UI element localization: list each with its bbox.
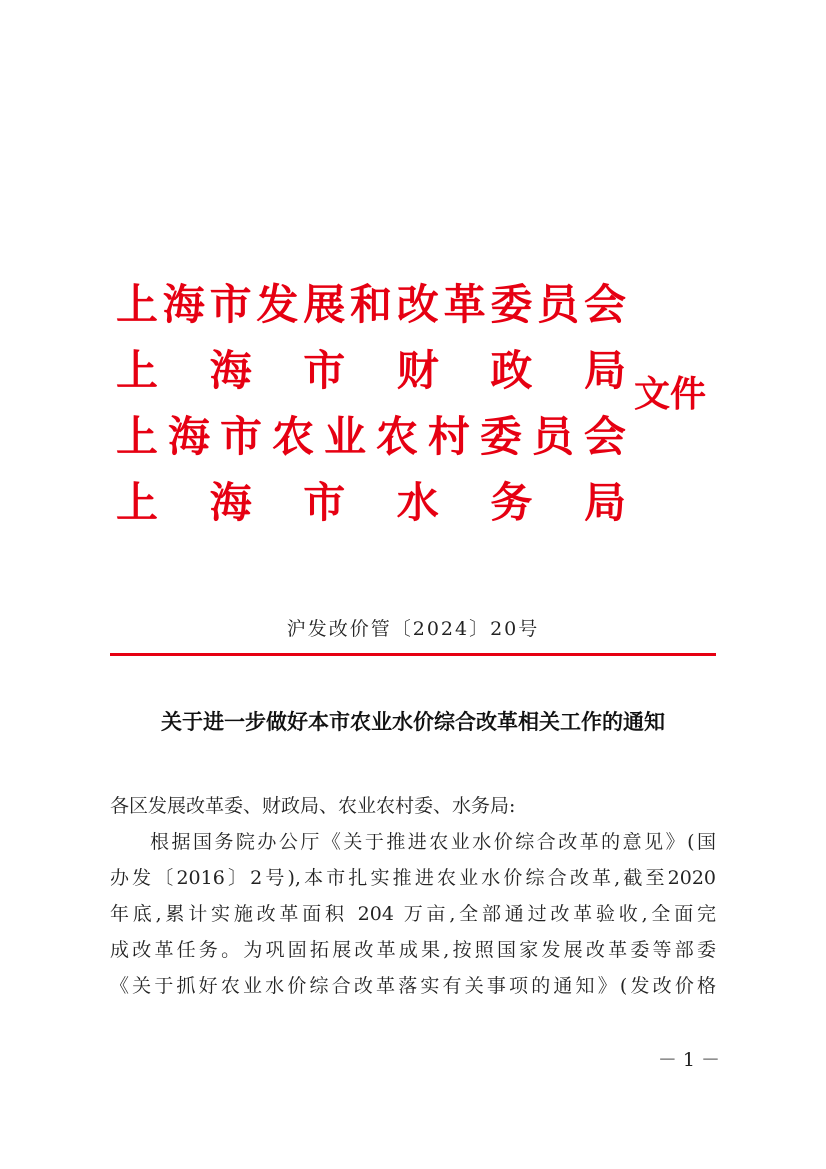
org-char: 海 <box>162 280 205 329</box>
org-char: 市 <box>303 478 346 527</box>
org-char: 和 <box>349 280 392 329</box>
org-char: 海 <box>209 478 252 527</box>
org-char: 市 <box>219 412 262 461</box>
org-char: 财 <box>396 346 439 395</box>
paragraph-line: 《关于抓好农业水价综合改革落实有关事项的通知》(发改价格 <box>110 975 716 997</box>
org-char: 上 <box>116 412 159 461</box>
org-char: 水 <box>396 478 439 527</box>
org-char: 员 <box>531 412 574 461</box>
org-char: 革 <box>443 280 486 329</box>
salutation: 各区发展改革委、财政局、农业农村委、水务局: <box>110 795 516 817</box>
org-char: 市 <box>209 280 252 329</box>
org-char: 员 <box>537 280 580 329</box>
org-char: 会 <box>583 412 626 461</box>
org-char: 业 <box>323 412 366 461</box>
org-char: 农 <box>271 412 314 461</box>
org-char: 市 <box>303 346 346 395</box>
paragraph-line: 办发〔2016〕2号),本市扎实推进农业水价综合改革,截至2020 <box>110 867 716 889</box>
org-char: 展 <box>303 280 346 329</box>
org-char: 会 <box>583 280 626 329</box>
org-line-finance <box>116 338 626 404</box>
document-body <box>110 788 716 1004</box>
document-number: 沪发改价管〔2024〕20号 <box>286 618 540 640</box>
org-line-water <box>116 470 626 536</box>
org-char: 局 <box>583 478 626 527</box>
document-title: 关于进一步做好本市农业水价综合改革相关工作的通知 <box>161 710 665 734</box>
paragraph-line: 根据国务院办公厅《关于推进农业水价综合改革的意见》(国 <box>150 831 716 853</box>
paragraph-line: 年底,累计实施改革面积 204 万亩,全部通过改革验收,全面完 <box>110 903 716 925</box>
org-char: 局 <box>583 346 626 395</box>
paragraph-line: 成改革任务。为巩固拓展改革成果,按照国家发展改革委等部委 <box>110 939 716 961</box>
page-number: － 1 － <box>657 1049 720 1071</box>
org-char: 村 <box>427 412 470 461</box>
org-char: 上 <box>116 280 159 329</box>
org-line-agriculture <box>116 404 626 470</box>
org-char: 委 <box>479 412 522 461</box>
org-char: 务 <box>490 478 533 527</box>
org-char: 发 <box>256 280 299 329</box>
org-char: 海 <box>209 346 252 395</box>
org-char: 委 <box>490 280 533 329</box>
org-char: 海 <box>167 412 210 461</box>
org-char: 农 <box>375 412 418 461</box>
org-char: 改 <box>396 280 439 329</box>
org-char: 政 <box>490 346 533 395</box>
org-char: 上 <box>116 346 159 395</box>
org-line-drc <box>116 272 626 338</box>
document-suffix: 文件 <box>634 374 707 415</box>
issuing-authorities <box>116 272 626 536</box>
red-divider <box>110 653 716 656</box>
org-char: 上 <box>116 478 159 527</box>
